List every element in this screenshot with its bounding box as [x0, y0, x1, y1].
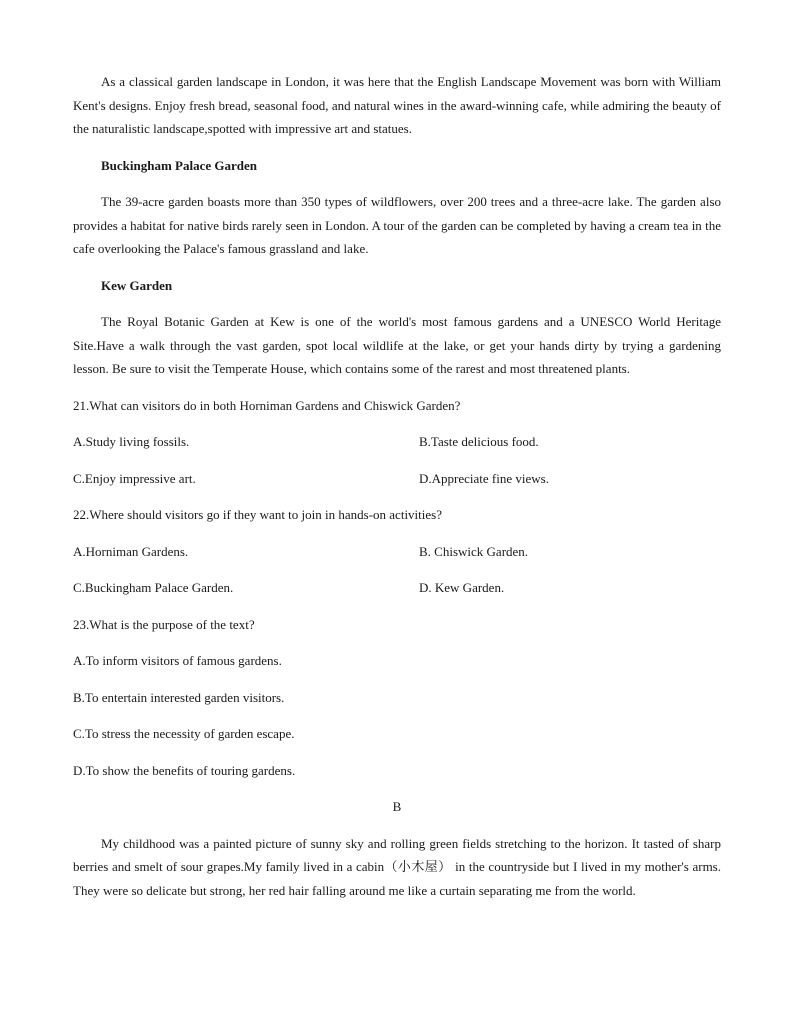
question-21-options-row-1	[73, 430, 721, 454]
question-23-option-b: B.To entertain interested garden visitors.	[73, 689, 285, 705]
question-23-stem: 23.What is the purpose of the text?	[73, 616, 255, 632]
question-22-option-b: B. Chiswick Garden.	[419, 543, 529, 559]
question-22-option-c: C.Buckingham Palace Garden.	[73, 580, 234, 595]
section-heading-buckingham: Buckingham Palace Garden	[101, 157, 258, 173]
section-paragraph-kew: The Royal Botanic Garden at Kew is one of the world's most famous gardens and a UNESCO World Heritage Site.Have a walk through the vast garden, spot local wildlife at the lake, or get your hands dirty by trying a gardening lesson. Be sure to visit the Temperate House, which contains some of the rarest and most threatened plants.	[73, 314, 721, 376]
question-21-option-b: B.Taste delicious food.	[419, 434, 539, 449]
question-22-option-d: D. Kew Garden.	[419, 580, 505, 595]
question-21-options-row-2	[73, 467, 721, 491]
question-22-options-row-2	[73, 576, 721, 600]
question-23-option-c: C.To stress the necessity of garden escape.	[73, 726, 295, 741]
document-page	[73, 70, 721, 902]
section-paragraph-buckingham: The 39-acre garden boasts more than 350 types of wildflowers, over 200 trees and a three-acre lake. The garden also provides a habitat for native birds rarely seen in London. A tour of the garden can be completed by having a cream tea in the cafe overlooking the Palace's famous grassland and lake.	[73, 194, 721, 256]
question-23-option-d: D.To show the benefits of touring gardens.	[73, 762, 296, 778]
question-22-options-row-1	[73, 540, 721, 564]
question-23-option-a: A.To inform visitors of famous gardens.	[73, 653, 282, 668]
passage-b-paragraph: My childhood was a painted picture of sunny sky and rolling green fields stretching to the horizon. It tasted of sharp berries and smelt of sour grapes.My family lived in a cabin（小木屋） in the countryside but I lived in my mother's arms. They were so delicate but strong, her red hair falling around me like a curtain separating me from the world.	[73, 835, 721, 898]
question-21-option-d: D.Appreciate fine views.	[419, 470, 549, 486]
passage-b-letter: B	[392, 799, 402, 814]
question-22-option-a: A.Horniman Gardens.	[73, 543, 189, 559]
section-heading-kew: Kew Garden	[101, 277, 173, 293]
question-21-option-c: C.Enjoy impressive art.	[73, 470, 196, 486]
question-22-stem: 22.Where should visitors go if they want to join in hands-on activities?	[73, 507, 442, 522]
question-21-option-a: A.Study living fossils.	[73, 434, 190, 449]
question-21-stem: 21.What can visitors do in both Horniman Gardens and Chiswick Garden?	[73, 397, 461, 413]
intro-paragraph: As a classical garden landscape in London, it was here that the English Landscape Movement was born with William Kent's designs. Enjoy fresh bread, seasonal food, and natural wines in the award-winning cafe, while admiring the beauty of the naturalistic landscape,spotted with impressive art and statues.	[73, 74, 721, 136]
